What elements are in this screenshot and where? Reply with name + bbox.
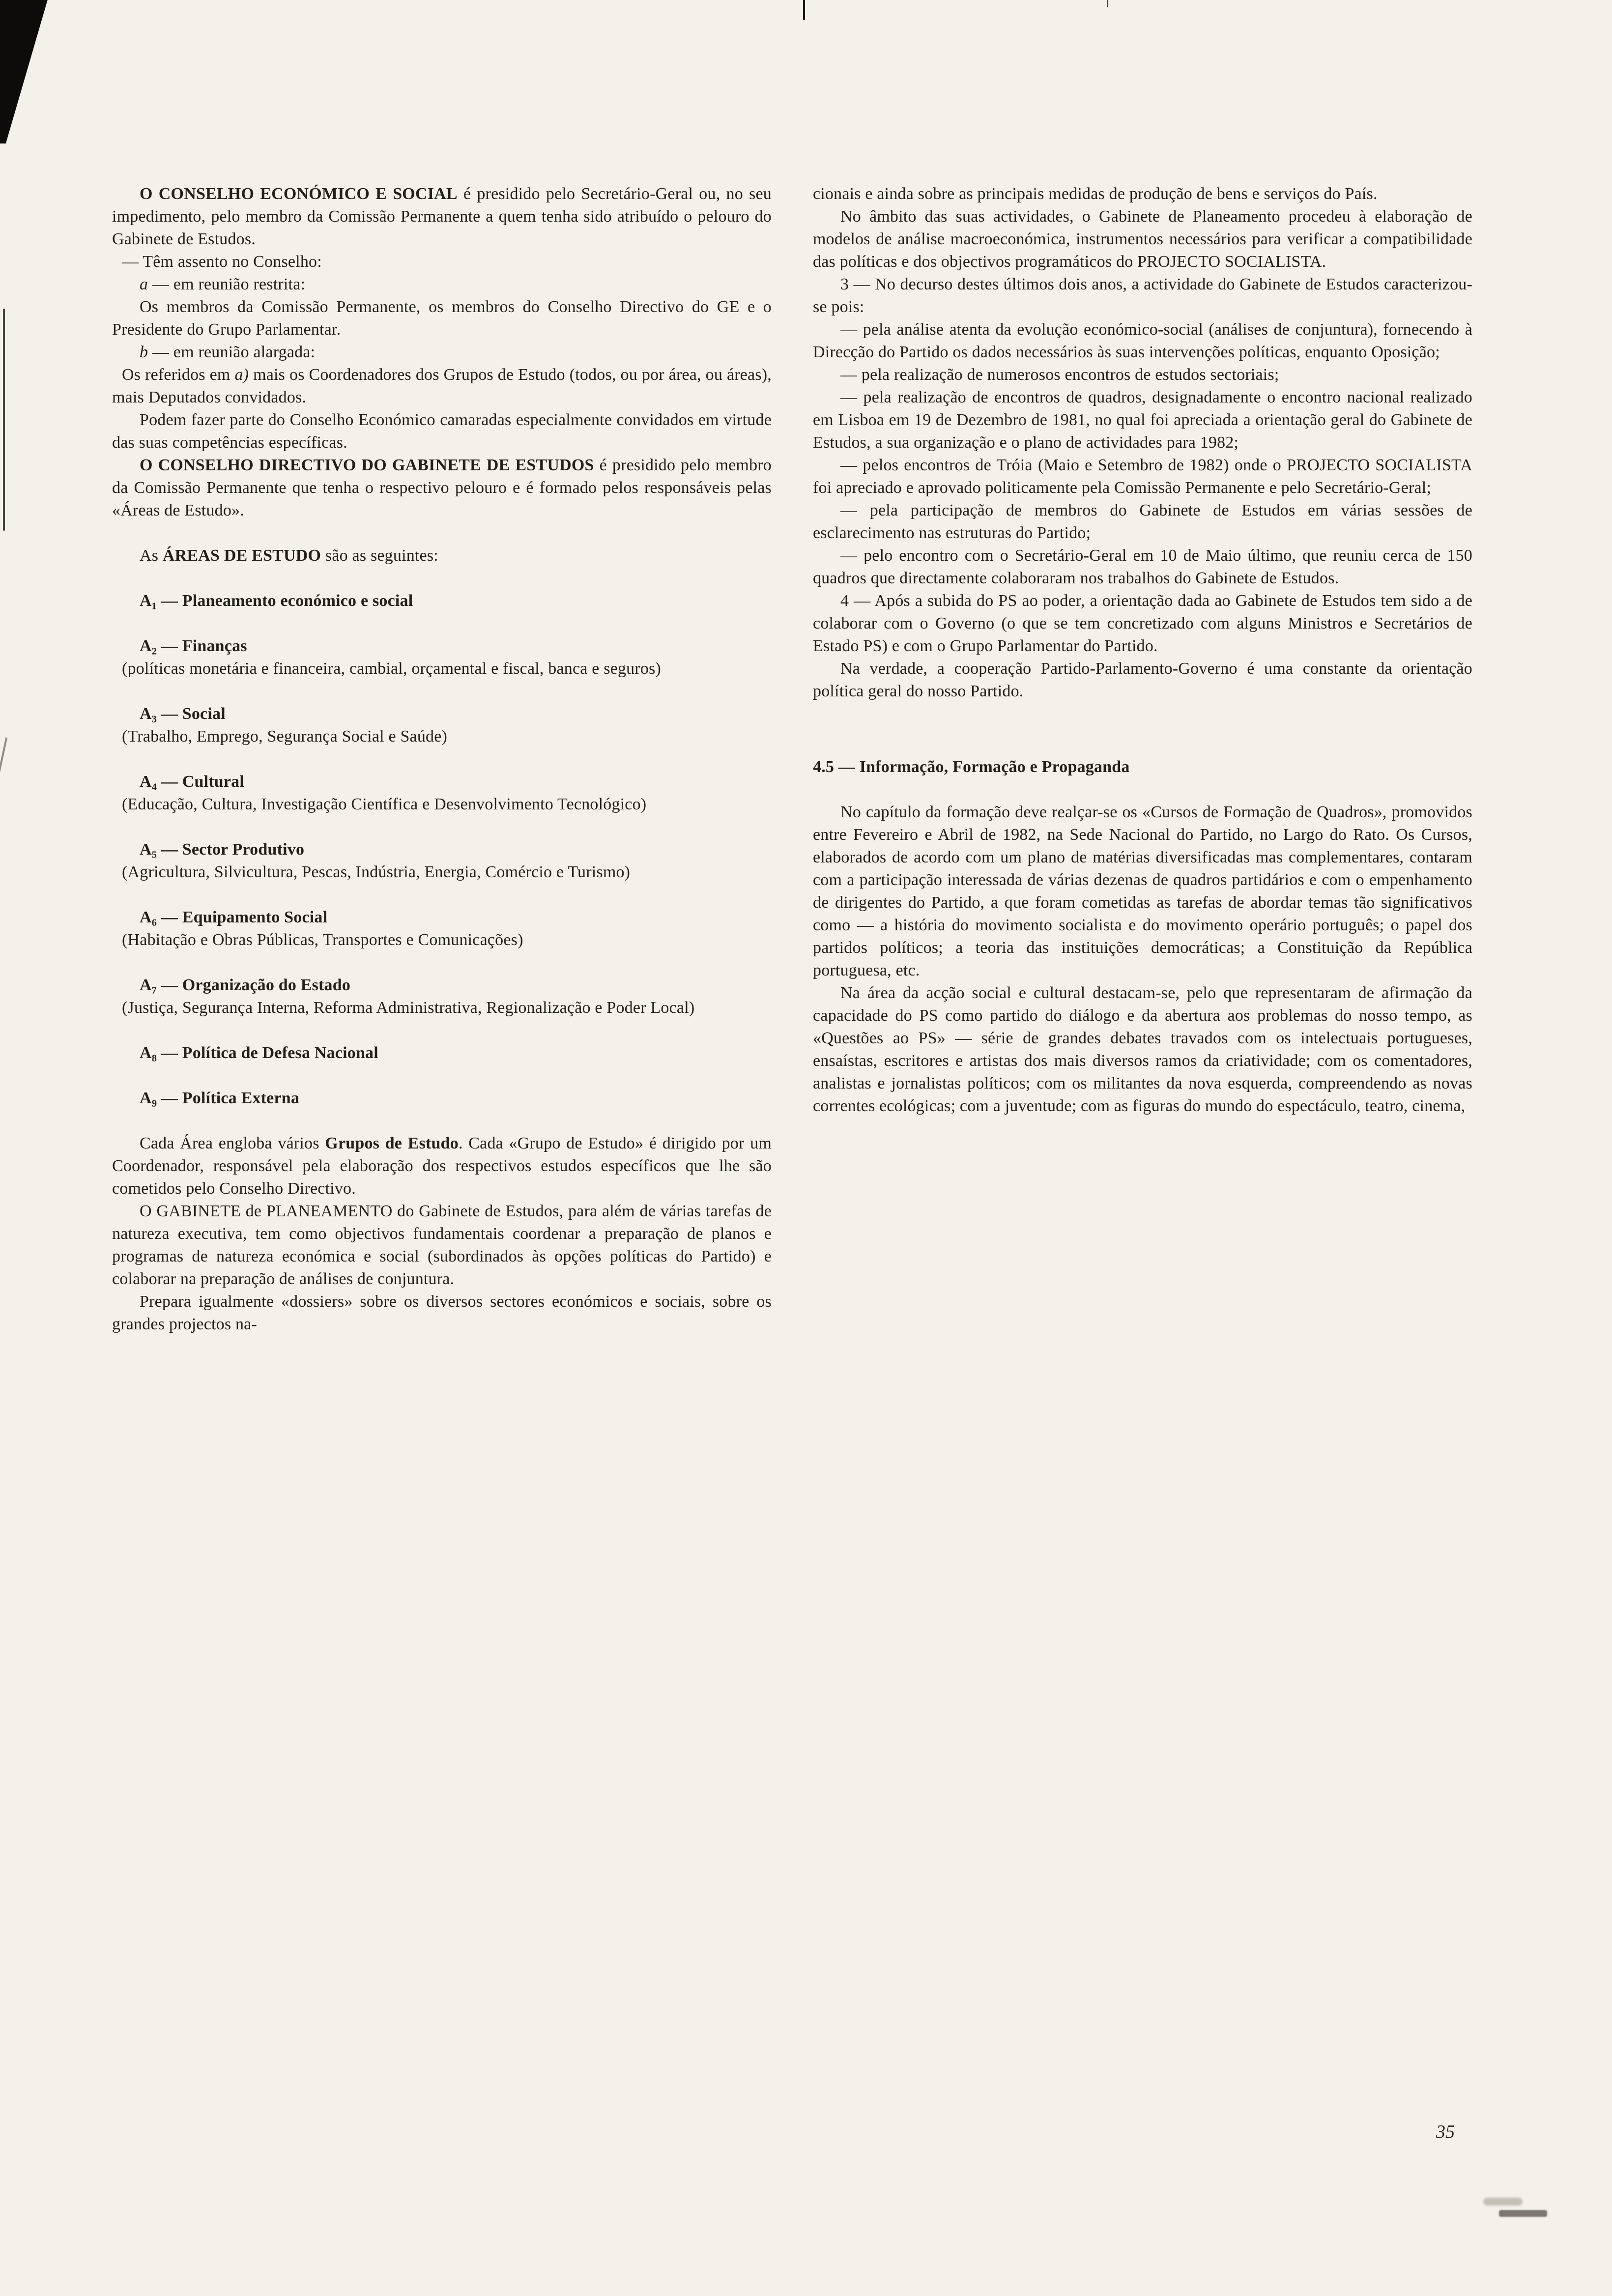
area-item [112,590,772,612]
bold-text-run: Grupos de Estudo [325,1134,459,1152]
text-run: As [140,546,163,565]
area-description [112,997,772,1019]
text-run: Cada Área engloba vários [140,1134,325,1152]
paragraph [112,1200,772,1291]
text-column-left [112,183,772,1336]
paragraph [813,205,1472,273]
text-run: é presidido pelo membro da Comissão Permanente que tenha o respectivo pelouro e é formado pelos responsáveis pelas «Áreas de Estudo». [112,456,772,519]
list-item [813,386,1472,454]
text-run: No âmbito das suas actividades, o Gabinete de Planeamento procedeu à elaboração de modelos de análise macroeconómica, instrumentos necessários para verificar a compatibilidade das políticas e dos objectivos programáticos do PROJECTO SOCIALISTA. [813,207,1472,271]
paragraph-conselho-economico [112,183,772,251]
text-run: — pela participação de membros do Gabinete de Estudos em várias sessões de esclarecimento nas estruturas do Partido; [813,501,1472,542]
scan-artifact-top-tick [803,0,805,20]
text-run: mais os Coordenadores dos Grupos de Estudo (todos, ou por área, ou áreas), mais Deputados convidados. [112,366,772,406]
bold-text-run: A₅ — Sector Produtivo [140,840,305,859]
text-run: (Educação, Cultura, Investigação Científica e Desenvolvimento Tecnológico) [122,795,647,813]
list-item [813,499,1472,545]
text-run: cionais e ainda sobre as principais medidas de produção de bens e serviços do País. [813,185,1378,203]
area-description [112,725,772,748]
area-item [112,703,772,725]
text-run: Na verdade, a cooperação Partido-Parlamento-Governo é uma constante da orientação política geral do nosso Partido. [813,660,1472,700]
list-item [813,318,1472,364]
area-description [112,793,772,816]
text-run: — em reunião restrita: [148,275,306,293]
bold-text-run: A₈ — Política de Defesa Nacional [140,1044,378,1062]
paragraph [112,364,772,409]
paragraph-areas-intro [112,545,772,567]
italic-text-run: a) [234,366,249,384]
area-item [112,974,772,997]
text-run: é presidido pelo Secretário-Geral ou, no seu impedimento, pelo membro da Comissão Permanente a quem tenha sido atribuído o pelouro do Gabinete de Estudos. [112,185,772,248]
paragraph [112,409,772,454]
text-run: Prepara igualmente «dossiers» sobre os diversos sectores económicos e sociais, sobre os grandes projectos na- [112,1292,772,1333]
scan-artifact-corner-wedge [0,0,58,144]
text-run: Podem fazer parte do Conselho Económico camaradas especialmente convidados em virtude das suas competências específicas. [112,411,772,452]
area-item [112,838,772,861]
text-run: Na área da acção social e cultural destacam-se, pelo que representaram de afirmação da capacidade do PS como partido do diálogo e da abertura aos problemas do nosso tempo, as «Questões ao PS» — série de grandes debates travados com os intelectuais portugueses, ensaístas, escritores e artistas dos mais diversos ramos da criatividade; com os comentadores, analistas e jornalistas políticos; com os militantes da nova esquerda, compreendendo as novas correntes ecológicas; com a juventude; com as figuras do mundo do espectáculo, teatro, cinema, [813,984,1472,1115]
paragraph [813,183,1472,205]
text-run: — pela análise atenta da evolução económico-social (análises de conjuntura), fornecendo à Direcção do Partido os dados necessários às suas intervenções políticas, enquanto Oposição; [813,320,1472,361]
text-run: — em reunião alargada: [148,343,316,361]
text-run: Os membros da Comissão Permanente, os membros do Conselho Directivo do GE e o Presidente do Grupo Parlamentar. [112,298,772,339]
scan-artifact-top-tick-small [1107,0,1108,7]
bold-text-run: A₆ — Equipamento Social [140,908,328,926]
list-item [813,545,1472,590]
paragraph [813,590,1472,658]
scan-artifact-smudge-dark [1499,2210,1547,2217]
text-run: (Habitação e Obras Públicas, Transportes e Comunicações) [122,931,523,949]
paragraph [112,1291,772,1336]
text-run: 4 — Após a subida do PS ao poder, a orientação dada ao Gabinete de Estudos tem sido a de colaborar com o Governo (o que se tem concretizado com alguns Ministros e Secretários de Estado PS) e com o Grupo Parlamentar do Partido. [813,592,1472,655]
text-run: 3 — No decurso destes últimos dois anos, a actividade do Gabinete de Estudos caracterizou-se pois: [813,275,1472,316]
area-item [112,635,772,658]
paragraph [813,273,1472,318]
area-description [112,861,772,884]
italic-text-run: b [140,343,148,361]
text-run: O GABINETE de PLANEAMENTO do Gabinete de Estudos, para além de várias tarefas de natureza executiva, tem como objectivos fundamentais coordenar a preparação de planos e programas de natureza económica e social (subordinados às opções políticas do Partido) e colaborar na preparação de análises de conjuntura. [112,1202,772,1288]
text-run: — pelos encontros de Tróia (Maio e Setembro de 1982) onde o PROJECTO SOCIALISTA foi apreciado e aprovado politicamente pela Comissão Permanente e pelo Secretário-Geral; [813,456,1472,497]
section-heading [813,756,1472,778]
bold-text-run: A₃ — Social [140,705,226,723]
area-description [112,929,772,951]
area-description [112,658,772,680]
bold-text-run: ÁREAS DE ESTUDO [162,546,321,565]
area-item [112,906,772,929]
text-run: — pelo encontro com o Secretário-Geral em 10 de Maio último, que reuniu cerca de 150 quadros que directamente colaboraram nos trabalhos do Gabinete de Estudos. [813,546,1472,587]
bold-text-run: O CONSELHO ECONÓMICO E SOCIAL [140,185,458,203]
text-run: (Agricultura, Silvicultura, Pescas, Indústria, Energia, Comércio e Turismo) [122,863,631,881]
bold-text-run: A₁ — Planeamento económico e social [140,592,413,610]
paragraph [813,982,1472,1118]
text-run: (políticas monetária e financeira, cambial, orçamental e fiscal, banca e seguros) [122,660,662,678]
text-run: — pela realização de encontros de quadros, designadamente o encontro nacional realizado em Lisboa em 19 de Dezembro de 1981, no qual foi apreciada a orientação geral do Gabinete de Estudos, a sua organização e o plano de actividades para 1982; [813,388,1472,452]
text-run: . Cada «Grupo de Estudo» é dirigido por um Coordenador, responsável pela elaboração dos respectivos estudos específicos que lhe são cometidos pelo Conselho Directivo. [112,1134,772,1198]
paragraph [112,296,772,341]
italic-text-run: a [140,275,148,293]
two-column-text-block [112,183,1472,1336]
text-run: são as seguintes: [321,546,438,565]
area-item [112,1042,772,1064]
text-column-right [813,183,1472,1336]
bold-text-run: O CONSELHO DIRECTIVO DO GABINETE DE ESTUDOS [140,456,594,474]
list-item [813,364,1472,386]
scan-artifact-smudge-light [1483,2198,1523,2206]
paragraph-conselho-directivo [112,454,772,522]
page-number: 35 [1436,2122,1455,2142]
text-run: — pela realização de numerosos encontros de estudos sectoriais; [840,366,1279,384]
text-run: (Justiça, Segurança Interna, Reforma Administrativa, Regionalização e Poder Local) [122,999,695,1017]
bold-text-run: A₇ — Organização do Estado [140,976,351,994]
text-run: — Têm assento no Conselho: [122,253,322,271]
scan-artifact-left-edge-mark [0,737,7,771]
text-run: Os referidos em [122,366,235,384]
list-item [112,341,772,364]
area-item [112,771,772,793]
bold-text-run: A₂ — Finanças [140,637,247,655]
area-item [112,1087,772,1110]
list-item [112,251,772,273]
text-run: No capítulo da formação deve realçar-se os «Cursos de Formação de Quadros», promovidos entre Fevereiro e Abril de 1982, na Sede Nacional do Partido, no Largo do Rato. Os Cursos, elaborados de acordo com um plano de matérias diversificadas mas complementares, contaram com a participação interessada de várias dezenas de quadros partidários e com o empenhamento de dirigentes do Partido, a que foram cometidas as tarefas de abordar temas tão significativos como — a história do movimento socialista e do movimento operário português; o papel dos partidos políticos; a teoria das instituições democráticas; a Constituição da República portuguesa, etc. [813,803,1472,979]
paragraph [813,801,1472,982]
paragraph [813,658,1472,703]
bold-text-run: A₄ — Cultural [140,773,245,791]
paragraph [112,1132,772,1200]
text-run: (Trabalho, Emprego, Segurança Social e Saúde) [122,727,448,746]
scan-artifact-left-edge-line [3,309,5,531]
list-item [813,454,1472,499]
bold-text-run: 4.5 — Informação, Formação e Propaganda [813,758,1130,776]
list-item [112,273,772,296]
bold-text-run: A₉ — Política Externa [140,1089,300,1107]
